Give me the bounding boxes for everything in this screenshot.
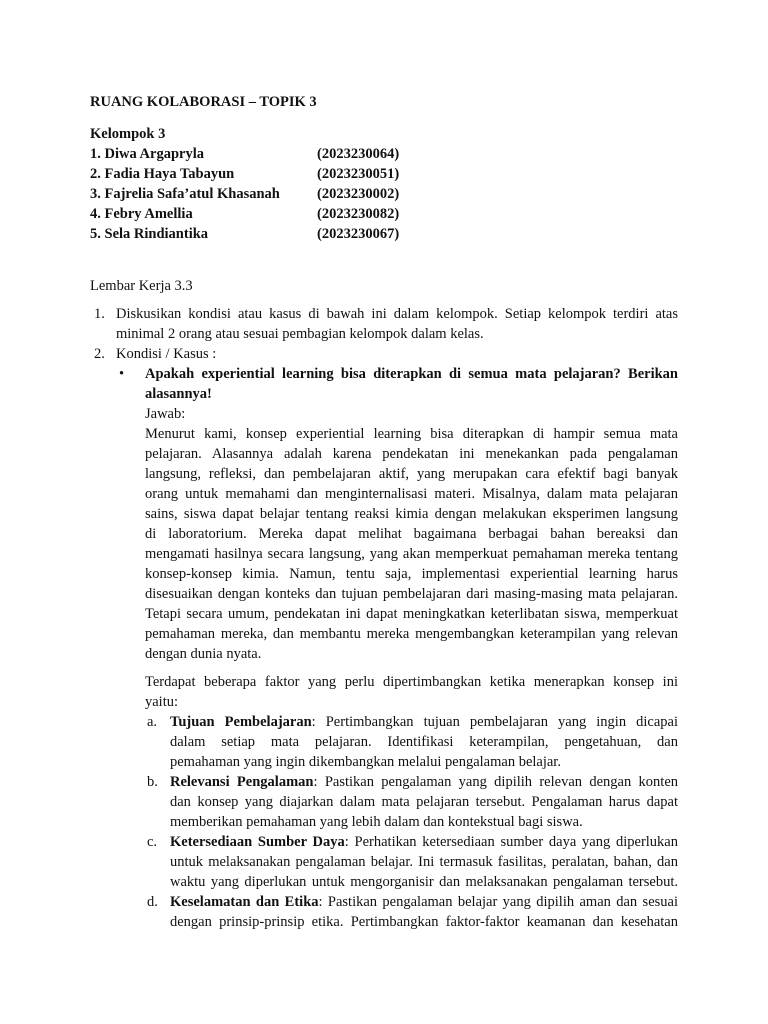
factor-line: dalam setiap mata pelajaran. Identifikasi keterampilan, pengetahuan, dan [170,734,678,750]
factor-term: Tujuan Pembelajaran [170,714,312,730]
member-name: 2. Fadia Haya Tabayun [90,166,235,182]
factor-line: untuk melaksanakan pengalaman belajar. Ini termasuk fasilitas, peralatan, bahan, dan [170,854,678,870]
member-name: 4. Febry Amellia [90,206,193,222]
answer-line: pelajaran. Alasannya adalah karena pendekatan ini menekankan pada pengalaman [145,446,678,462]
answer-line: Tetapi secara umum, pendekatan ini dapat meningkatkan keterlibatan siswa, memperkuat [145,606,678,622]
factor-first-line [170,892,678,912]
document-title: RUANG KOLABORASI – TOPIK 3 [90,94,317,110]
question-line: alasannya! [145,386,212,402]
factor-text: : Pastikan pengalaman yang dipilih relevan dengan konten [313,774,679,790]
answer-line: sains, siswa dapat belajar tentang reaksi kimia dengan melakukan eksperimen langsung [145,506,678,522]
factor-term: Keselamatan dan Etika [170,894,319,910]
member-id: (2023230064) [317,146,400,162]
question-line: Apakah experiential learning bisa diterapkan di semua mata pelajaran? Berikan [145,366,678,382]
factor-marker: a. [147,714,158,730]
answer-paragraph [145,424,678,664]
bullet-point: • [119,366,125,382]
item1-line: minimal 2 orang atau sesuai pembagian kelompok dalam kelas. [116,326,484,342]
factors-intro-line: Terdapat beberapa faktor yang perlu dipertimbangkan ketika menerapkan konsep ini [145,674,678,690]
item2-text: Kondisi / Kasus : [116,346,217,362]
factor-text: : Perhatikan ketersediaan sumber daya yang diperlukan [344,834,678,850]
member-name: 3. Fajrelia Safa’atul Khasanah [90,186,280,202]
group-label: Kelompok 3 [90,126,166,142]
factor-line: memberikan pemahaman yang lebih dalam dan kontekstual bagi siswa. [170,814,583,830]
answer-line: disesuaikan dengan konteks dan tujuan pembelajaran dari masing-masing mata pelajaran. [145,586,678,602]
factor-line: waktu yang diperlukan untuk mengorganisir dan melaksanakan pengalaman tersebut. [170,874,678,890]
worksheet-title: Lembar Kerja 3.3 [90,278,193,294]
factor-text: : Pastikan pengalaman belajar yang dipilih aman dan sesuai [318,894,678,910]
factor-marker: c. [147,834,158,850]
factor-line: dan konsep yang diajarkan dalam mata pelajaran tersebut. Pengalaman harus dapat [170,794,678,810]
member-id: (2023230002) [317,186,400,202]
factor-marker: b. [147,774,158,790]
answer-label: Jawab: [145,406,186,422]
answer-line: langsung, refleksi, dan pembelajaran aktif, yang merupakan cara efektif bagi banyak [145,466,678,482]
factor-line: dengan prinsip-prinsip etika. Pertimbangkan faktor-faktor keamanan dan kesehatan [170,914,678,930]
factors-intro-line: yaitu: [145,694,179,710]
factor-line: pemahaman yang ingin dikembangkan melalui pengalaman belajar. [170,754,561,770]
answer-line: konsep-konsep kimia. Namun, tentu saja, implementasi experiential learning harus [145,566,678,582]
factor-marker: d. [147,894,158,910]
factor-term: Relevansi Pengalaman [170,774,314,790]
list-number: 2. [94,346,105,362]
member-name: 5. Sela Rindiantika [90,226,209,242]
factor-term: Ketersediaan Sumber Daya [170,834,345,850]
item1-line: Diskusikan kondisi atau kasus di bawah ini dalam kelompok. Setiap kelompok terdiri atas [116,306,678,322]
factor-first-line [170,712,678,732]
factor-first-line [170,832,678,852]
member-id: (2023230067) [317,226,400,242]
answer-line: mengamati hasilnya secara langsung, yang akan memperkuat pemahaman mereka tentang [145,546,678,562]
answer-line: Menurut kami, konsep experiential learning bisa diterapkan di hampir semua mata [145,426,678,442]
factor-text: : Pertimbangkan tujuan pembelajaran yang ingin dicapai [311,714,678,730]
member-id: (2023230051) [317,166,400,182]
answer-line: orang untuk memahami dan menginternalisasi materi. Misalnya, dalam mata pelajaran [145,486,678,502]
list-number: 1. [94,306,105,322]
factor-first-line [170,772,678,792]
answer-line: dengan dunia nyata. [145,646,262,662]
answer-line: pemahaman mereka, dan membantu mereka mengembangkan keterampilan yang relevan [145,626,678,642]
answer-line: di laboratorium. Mereka dapat melihat bagaimana berbagai bahan bereaksi dan [145,526,678,542]
member-id: (2023230082) [317,206,400,222]
member-name: 1. Diwa Argapryla [90,146,204,162]
